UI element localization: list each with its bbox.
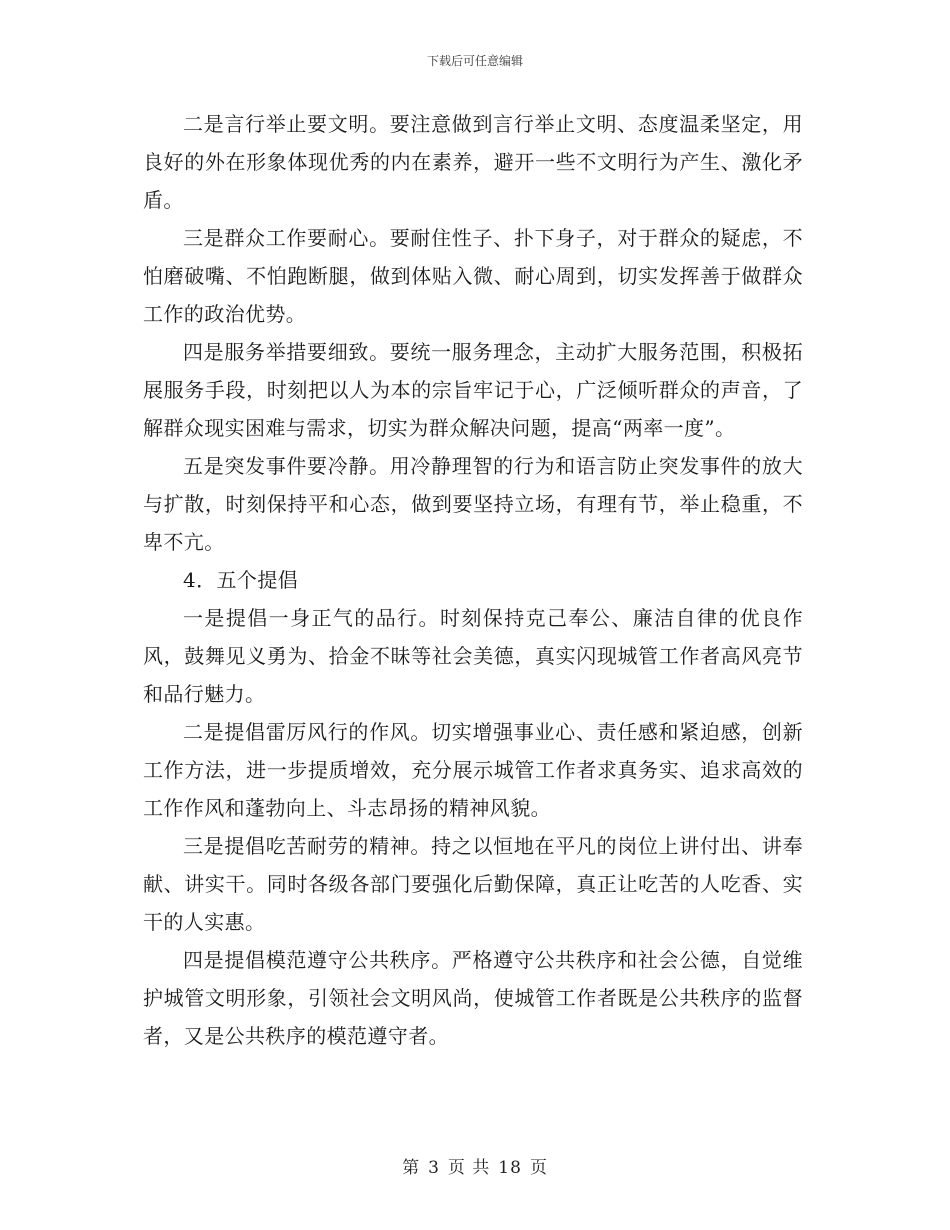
paragraph: 二是提倡雷厉风行的作风。切实增强事业心、责任感和紧迫感，创新工作方法，进一步提质增效，充分展示城管工作者求真务实、追求高效的工作作风和蓬勃向上、斗志昂扬的精神风貌。 — [143, 720, 803, 820]
footer-middle: 页 共 — [447, 1158, 491, 1178]
section-heading: 4．五个提倡 — [183, 568, 299, 592]
paragraph: 四是服务举措要细致。要统一服务理念，主动扩大服务范围，积极拓展服务手段，时刻把以人为本的宗旨牢记于心，广泛倾听群众的声音，了解群众现实困难与需求，切实为群众解决问题，提高“两率一度”。 — [143, 340, 803, 440]
paragraph: 一是提倡一身正气的品行。时刻保持克己奉公、廉洁自律的优良作风，鼓舞见义勇为、拾金不昧等社会美德，真实闪现城管工作者高风亮节和品行魅力。 — [143, 606, 803, 706]
page-footer — [0, 1153, 950, 1178]
footer-total-pages: 18 — [498, 1158, 522, 1178]
header-note: 下载后可任意编辑 — [426, 54, 523, 68]
footer-suffix: 页 — [529, 1158, 548, 1178]
paragraph: 三是提倡吃苦耐劳的精神。持之以恒地在平凡的岗位上讲付出、讲奉献、讲实干。同时各级各部门要强化后勤保障，真正让吃苦的人吃香、实干的人实惠。 — [143, 834, 803, 934]
footer-prefix: 第 — [402, 1158, 421, 1178]
footer-current-page: 3 — [428, 1158, 440, 1178]
paragraph: 二是言行举止要文明。要注意做到言行举止文明、态度温柔坚定，用良好的外在形象体现优秀的内在素养，避开一些不文明行为产生、激化矛盾。 — [143, 112, 803, 212]
paragraph: 三是群众工作要耐心。要耐住性子、扑下身子，对于群众的疑虑，不怕磨破嘴、不怕跑断腿，做到体贴入微、耐心周到，切实发挥善于做群众工作的政治优势。 — [143, 226, 803, 326]
document-body — [143, 105, 803, 1055]
paragraph: 五是突发事件要冷静。用冷静理智的行为和语言防止突发事件的放大与扩散，时刻保持平和心态，做到要坚持立场，有理有节，举止稳重，不卑不亢。 — [143, 454, 803, 554]
paragraph: 四是提倡模范遵守公共秩序。严格遵守公共秩序和社会公德，自觉维护城管文明形象，引领社会文明风尚，使城管工作者既是公共秩序的监督者，又是公共秩序的模范遵守者。 — [143, 948, 803, 1048]
